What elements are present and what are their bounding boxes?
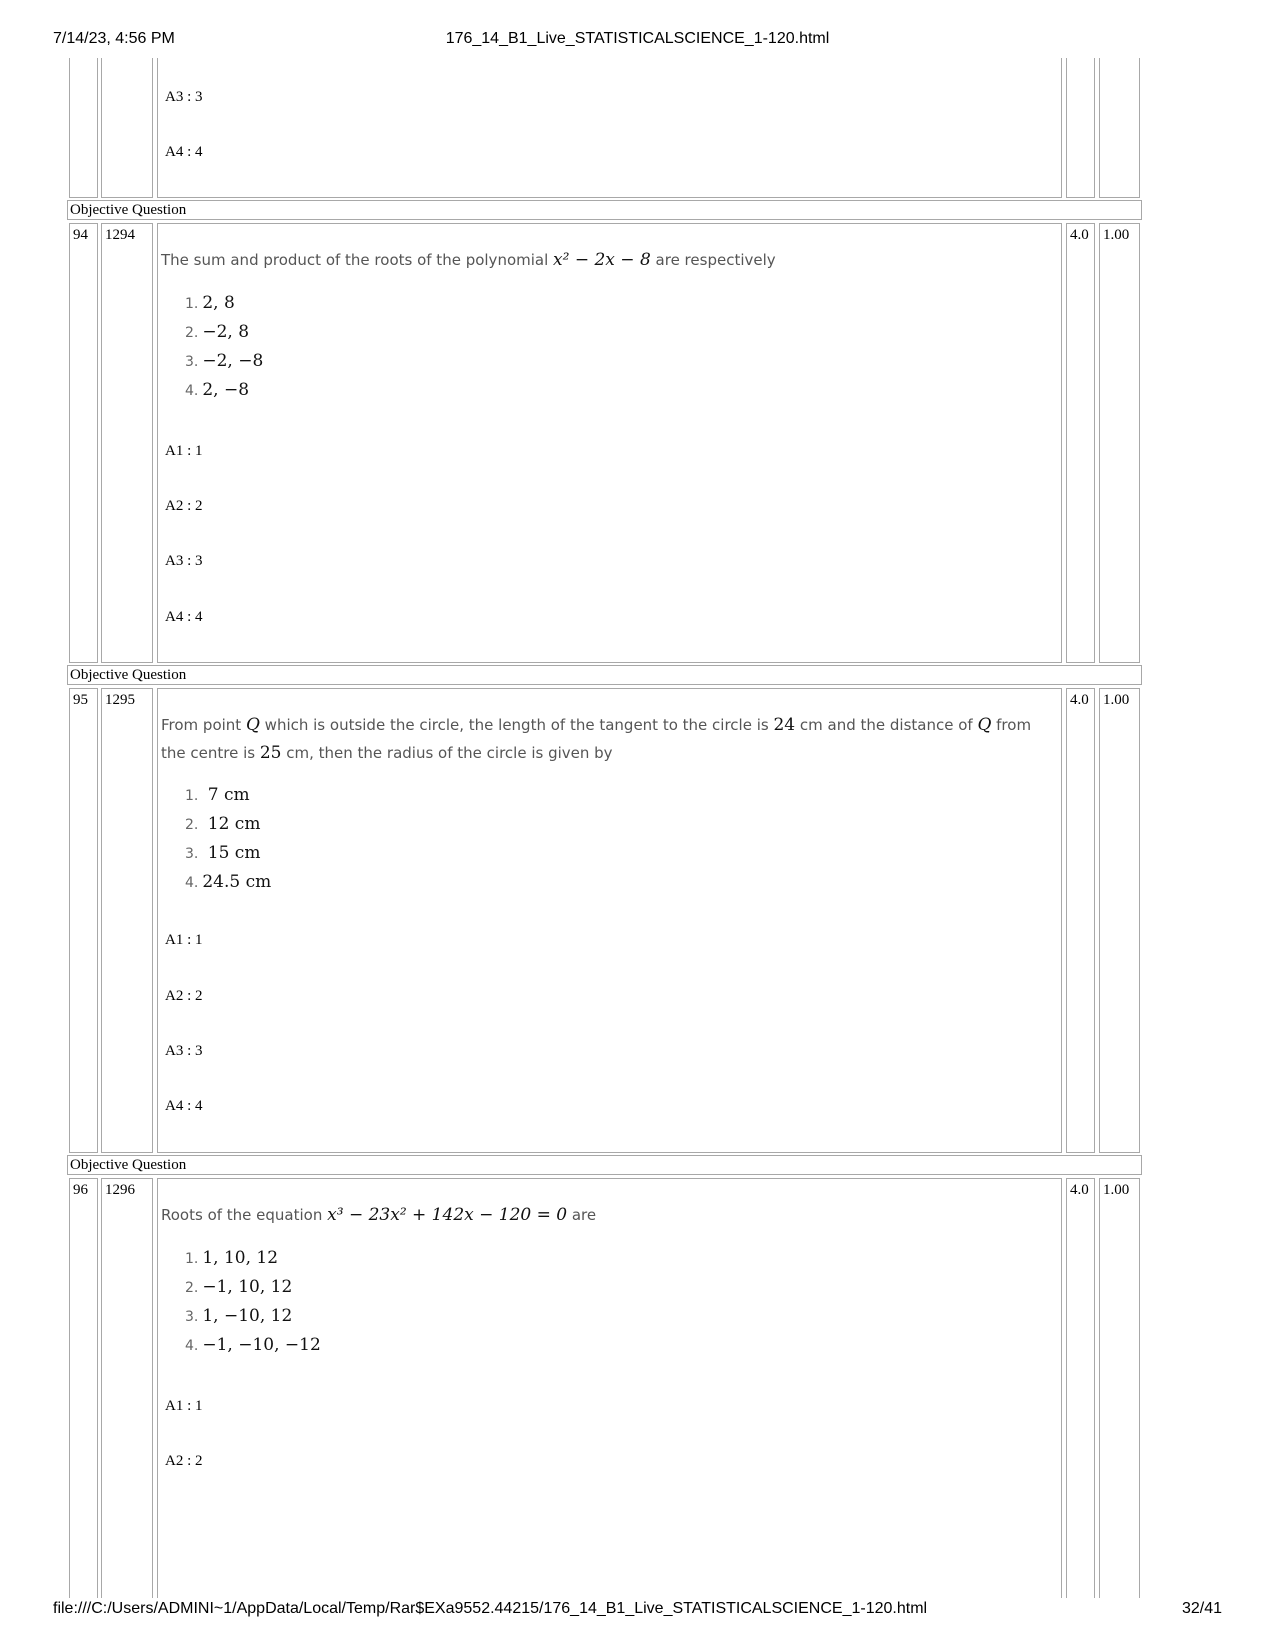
print-title: 176_14_B1_Live_STATISTICALSCIENCE_1-120.html [445, 30, 830, 47]
question-sno: 96 [73, 1182, 88, 1198]
section-header [67, 665, 1142, 685]
answer-label: A4 : 4 [165, 609, 203, 625]
question-formula: x² − 2x − 8 [553, 250, 651, 270]
question-marks: 4.0 [1070, 692, 1089, 708]
question-marks: 4.0 [1070, 1182, 1089, 1198]
question-text [161, 1201, 1111, 1229]
question-text-part: which is outside the circle, the length of the tangent to the circle is [259, 716, 774, 734]
qid-cell [101, 58, 153, 198]
question-id: 1295 [105, 692, 135, 708]
option-item: 2. −1, 10, 12 [185, 1277, 293, 1297]
question-cell [157, 688, 1062, 1153]
answer-label: A4 : 4 [165, 1098, 203, 1114]
print-header [0, 30, 1275, 50]
sno-cell [69, 58, 98, 198]
option-item: 4. 2, −8 [185, 380, 250, 400]
question-text-part: From point [161, 716, 246, 734]
sno-cell [69, 223, 98, 663]
sno-cell [69, 688, 98, 1153]
question-cell [157, 58, 1062, 198]
question-negative: 1.00 [1103, 227, 1130, 243]
question-text-part: are [567, 1206, 597, 1224]
option-item: 1. 2, 8 [185, 293, 235, 313]
qid-cell [101, 1178, 153, 1598]
negative-cell [1099, 223, 1140, 663]
option-item: 2. −2, 8 [185, 322, 250, 342]
question-text-part: are respectively [650, 251, 776, 269]
print-page-number: 32/41 [1181, 1600, 1222, 1617]
qid-cell [101, 688, 153, 1153]
option-item: 1. 1, 10, 12 [185, 1248, 279, 1268]
question-variable: Q [977, 715, 992, 735]
section-label: Objective Question [70, 1157, 187, 1173]
section-label: Objective Question [70, 202, 187, 218]
answer-label: A1 : 1 [165, 1398, 203, 1414]
print-file-path: file:///C:/Users/ADMINI~1/AppData/Local/Temp/Rar$EXa9552.44215/176_14_B1_Live_STATISTICALSCIENCE_1-120.html [53, 1600, 928, 1617]
answer-label: A2 : 2 [165, 988, 203, 1004]
question-text [161, 711, 1056, 767]
question-id: 1294 [105, 227, 135, 243]
negative-cell [1099, 688, 1140, 1153]
print-footer [0, 1600, 1275, 1620]
question-sno: 95 [73, 692, 88, 708]
answer-label: A4 : 4 [165, 144, 203, 160]
sno-cell [69, 1178, 98, 1598]
option-list [185, 289, 263, 405]
question-cell [157, 1178, 1062, 1598]
question-text-part: cm and the distance of [795, 716, 978, 734]
section-header [67, 200, 1142, 220]
option-item: 3. −2, −8 [185, 351, 264, 371]
question-formula: x³ − 23x² + 142x − 120 = 0 [327, 1205, 568, 1225]
question-negative: 1.00 [1103, 692, 1130, 708]
option-item: 3. 1, −10, 12 [185, 1306, 293, 1326]
answer-label: A2 : 2 [165, 498, 203, 514]
question-cell [157, 223, 1062, 663]
option-list [185, 1244, 321, 1360]
answer-label: A3 : 3 [165, 1043, 203, 1059]
option-item: 4. 24.5 cm [185, 872, 272, 892]
question-negative: 1.00 [1103, 1182, 1130, 1198]
qid-cell [101, 223, 153, 663]
question-text-part: The sum and product of the roots of the polynomial [161, 251, 554, 269]
section-header [67, 1155, 1142, 1175]
option-item: 1. 7 cm [185, 785, 250, 805]
answer-label: A1 : 1 [165, 932, 203, 948]
question-value: 25 [259, 743, 282, 763]
question-text-part: Roots of the equation [161, 1206, 328, 1224]
question-text-part: cm, then the radius of the circle is given by [281, 744, 613, 762]
question-variable: Q [245, 715, 260, 735]
marks-cell [1066, 688, 1095, 1153]
negative-cell [1099, 1178, 1140, 1598]
negative-cell [1099, 58, 1140, 198]
answer-label: A1 : 1 [165, 443, 203, 459]
option-item: 4. −1, −10, −12 [185, 1335, 321, 1355]
marks-cell [1066, 1178, 1095, 1598]
question-text-part: from the centre is [161, 716, 1032, 762]
marks-cell [1066, 223, 1095, 663]
option-list [185, 781, 271, 897]
question-marks: 4.0 [1070, 227, 1089, 243]
question-text [161, 246, 1111, 274]
section-label: Objective Question [70, 667, 187, 683]
print-datetime: 7/14/23, 4:56 PM [53, 30, 175, 47]
answer-label: A2 : 2 [165, 1453, 203, 1469]
question-value: 24 [773, 715, 796, 735]
question-sno: 94 [73, 227, 88, 243]
option-item: 2. 12 cm [185, 814, 261, 834]
question-id: 1296 [105, 1182, 135, 1198]
answer-label: A3 : 3 [165, 553, 203, 569]
answer-label: A3 : 3 [165, 89, 203, 105]
option-item: 3. 15 cm [185, 843, 261, 863]
marks-cell [1066, 58, 1095, 198]
